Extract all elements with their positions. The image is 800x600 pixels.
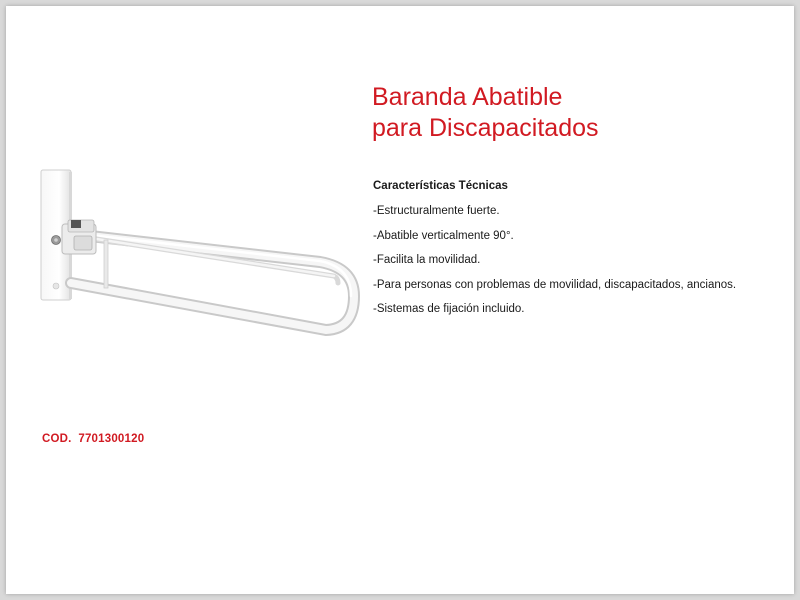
product-code-label: COD. (42, 433, 72, 445)
spec-item: -Para personas con problemas de movilidad, discapacitados, ancianos. (373, 278, 737, 291)
spec-item: -Facilita la movilidad. (373, 254, 481, 266)
product-title (372, 82, 599, 144)
grab-bar-image (38, 166, 368, 346)
product-title-line1: Baranda Abatible (372, 83, 563, 111)
product-code (42, 433, 144, 445)
product-title-line2: para Discapacitados (372, 114, 599, 142)
technical-specs (373, 179, 736, 327)
specs-heading: Características Técnicas (373, 180, 508, 192)
spec-item: -Abatible verticalmente 90°. (373, 229, 514, 242)
catalog-page (6, 6, 794, 594)
spec-item: -Estructuralmente fuerte. (373, 205, 500, 217)
spec-item: -Sistemas de fijación incluido. (373, 303, 525, 315)
specs-list (373, 204, 736, 316)
product-code-value: 7701300120 (78, 433, 145, 445)
